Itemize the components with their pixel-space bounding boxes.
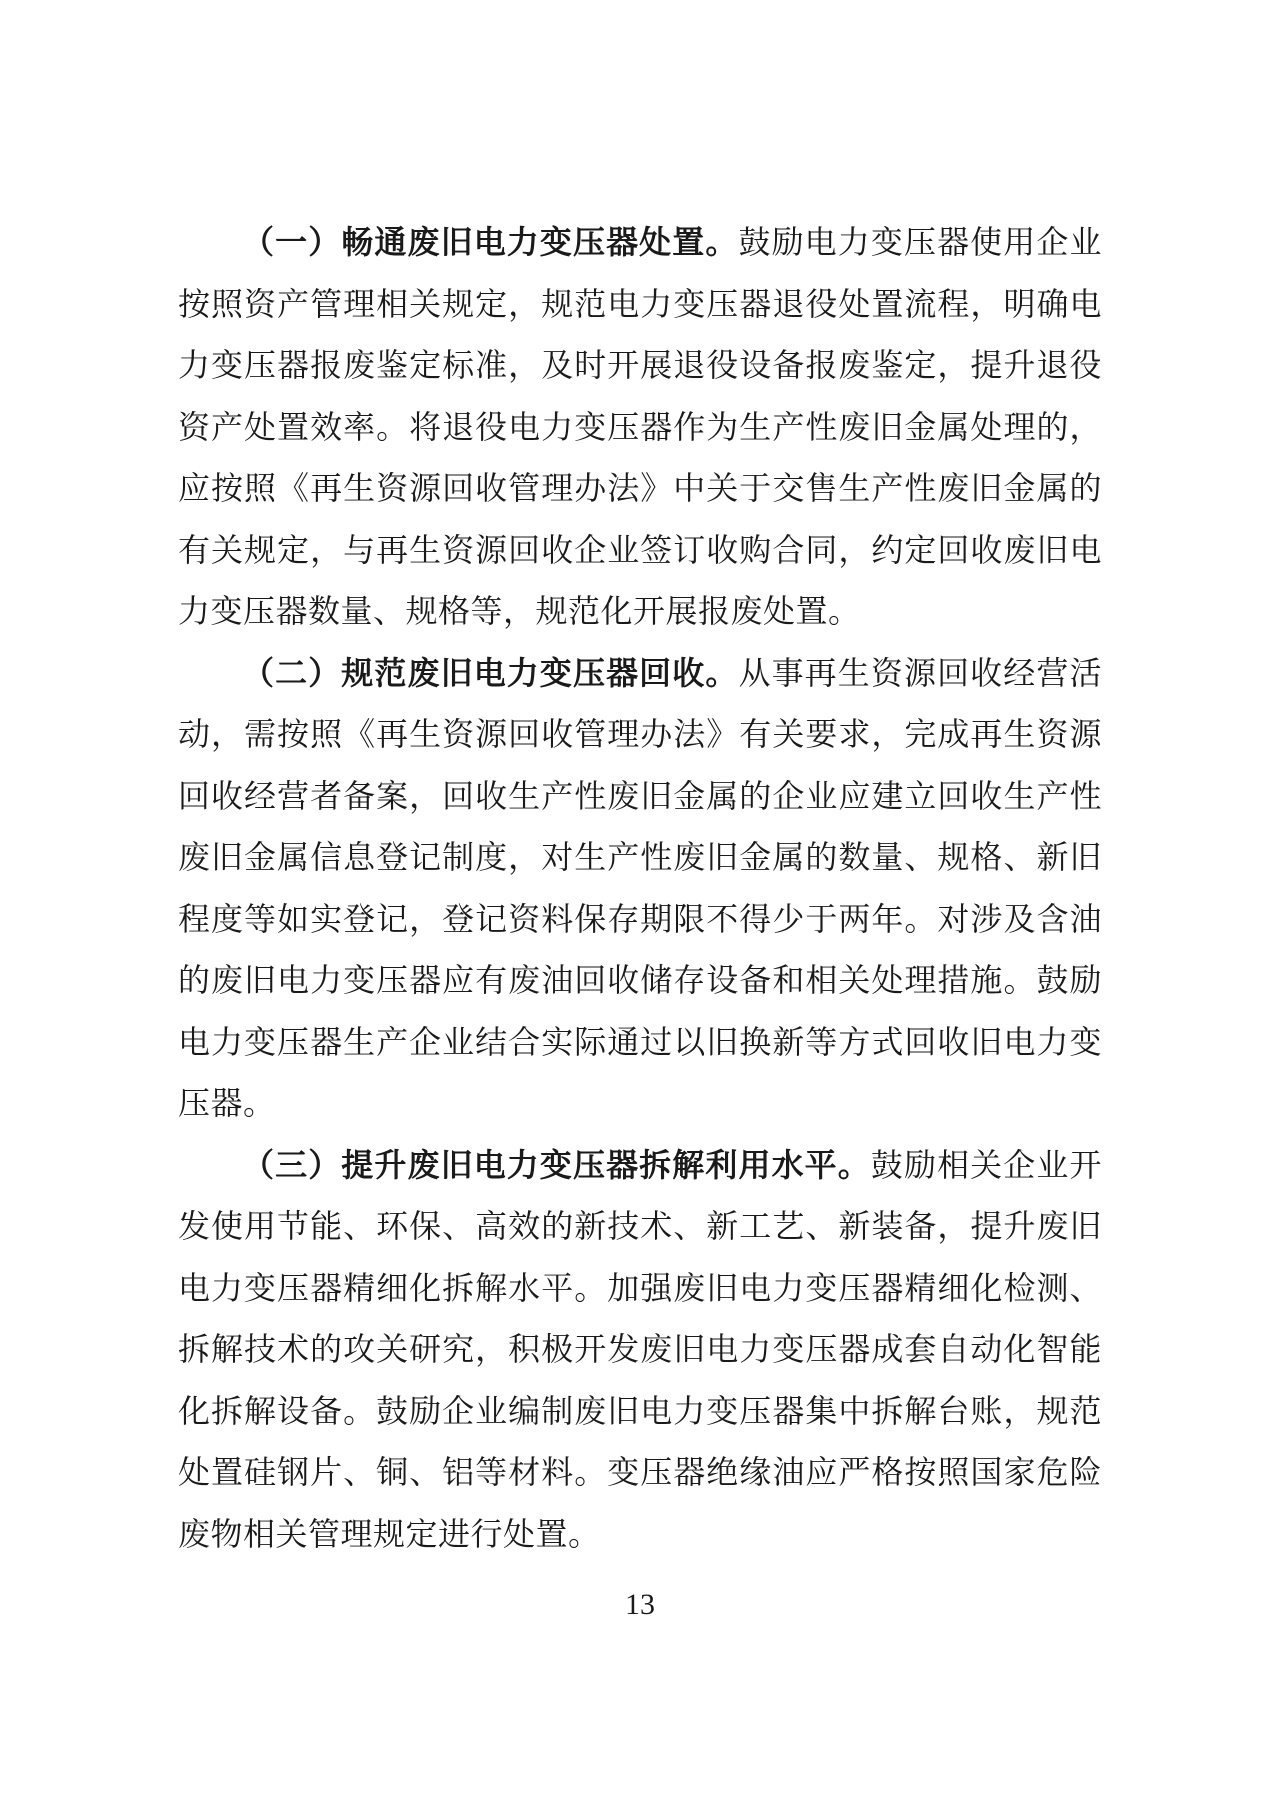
page-number: 13 [625,1588,655,1621]
document-body [178,212,1102,1565]
paragraph-2 [178,643,1102,1135]
paragraph-3-heading: （三）提升废旧电力变压器拆解利用水平。 [242,1145,871,1184]
paragraph-2-heading: （二）规范废旧电力变压器回收。 [242,653,739,692]
paragraph-3-text: 鼓励相关企业开发使用节能、环保、高效的新技术、新工艺、新装备，提升废旧电力变压器精细化拆解水平。加强废旧电力变压器精细化检测、拆解技术的攻关研究，积极开发废旧电力变压器成套自动化智能化拆解设备。鼓励企业编制废旧电力变压器集中拆解台账，规范处置硅钢片、铜、铝等材料。变压器绝缘油应严格按照国家危险废物相关管理规定进行处置。 [178,1145,1102,1553]
paragraph-1 [178,212,1102,643]
paragraph-3 [178,1135,1102,1566]
paragraph-1-heading: （一）畅通废旧电力变压器处置。 [242,223,739,261]
paragraph-2-text: 从事再生资源回收经营活动，需按照《再生资源回收管理办法》有关要求，完成再生资源回收经营者备案，回收生产性废旧金属的企业应建立回收生产性废旧金属信息登记制度，对生产性废旧金属的数量、规格、新旧程度等如实登记，登记资料保存期限不得少于两年。对涉及含油的废旧电力变压器应有废油回收储存设备和相关处理措施。鼓励电力变压器生产企业结合实际通过以旧换新等方式回收旧电力变压器。 [178,653,1102,1122]
paragraph-1-text: 鼓励电力变压器使用企业按照资产管理相关规定，规范电力变压器退役处置流程，明确电力变压器报废鉴定标准，及时开展退役设备报废鉴定，提升退役资产处置效率。将退役电力变压器作为生产性废旧金属处理的，应按照《再生资源回收管理办法》中关于交售生产性废旧金属的有关规定，与再生资源回收企业签订收购合同，约定回收废旧电力变压器数量、规格等，规范化开展报废处置。 [178,223,1102,630]
